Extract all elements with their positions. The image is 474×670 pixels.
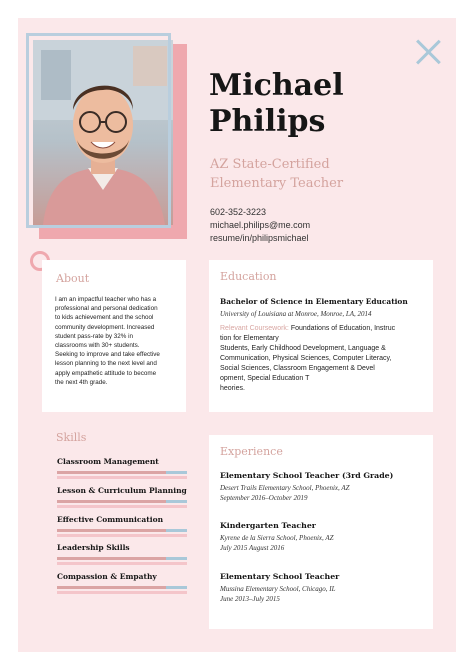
education-school: University of Louisiana at Monroe, Monroe, LA, 2014 [220, 310, 372, 318]
job-place: Kyrene de la Sierra School, Phoenix, AZ [220, 534, 334, 542]
about-heading: About [56, 272, 90, 285]
about-text [55, 295, 183, 387]
email[interactable]: michael.philips@me.com [210, 220, 311, 230]
skill-bar-underline [57, 505, 187, 508]
about-line: student pass-rate by 32% in [55, 332, 134, 340]
coursework-line: Social Sciences, Classroom Engagement & Devel [220, 365, 375, 372]
web-profile[interactable]: resume/in/philipsmichael [210, 233, 309, 243]
contact-info [210, 206, 310, 245]
about-line: to kids achievement and the school [55, 314, 154, 322]
about-line: lesson planning to the next level and [55, 360, 157, 368]
about-line: Seeking to improve and take effective [55, 351, 160, 359]
education-card [209, 260, 433, 412]
coursework-line: Communication, Physical Sciences, Computer Literacy, [220, 355, 392, 362]
about-line: community development. Increased [55, 323, 155, 331]
skill-label: Leadership Skills [57, 543, 130, 553]
skill-bar-fill [57, 471, 166, 474]
skill-bar-underline [57, 534, 187, 537]
job-dates: July 2015 August 2016 [220, 544, 285, 552]
about-line: the next 4th grade. [55, 378, 108, 386]
coursework-line: opment, Special Education T [220, 375, 310, 382]
about-line: professional and personal dedication [55, 305, 158, 313]
experience-heading: Experience [220, 445, 283, 458]
skill-bar-fill [57, 500, 166, 503]
coursework-line: tion for Elementary [220, 335, 279, 342]
candidate-title [210, 155, 410, 193]
skill-bar-fill [57, 529, 166, 532]
coursework-line: heories. [220, 385, 245, 392]
job-dates: September 2016–October 2019 [220, 494, 308, 502]
job-dates: June 2013–July 2015 [220, 595, 280, 603]
title-line-1: AZ State-Certified [210, 157, 330, 172]
skill-label: Effective Communication [57, 514, 164, 524]
education-degree: Bachelor of Science in Elementary Education [220, 297, 408, 306]
title-line-2: Elementary Teacher [210, 176, 344, 191]
experience-card [209, 435, 433, 629]
skill-bar-underline [57, 562, 187, 565]
skill-bar-underline [57, 476, 187, 479]
education-coursework [220, 324, 430, 394]
about-line: classrooms with 30+ students. [55, 342, 140, 350]
job-place: Mussina Elementary School, Chicago, IL [220, 585, 336, 593]
last-name: Philips [209, 104, 326, 139]
job-title: Elementary School Teacher (3rd Grade) [220, 471, 394, 480]
skill-label: Lesson & Curriculum Planning [57, 485, 187, 495]
job-place: Desert Trails Elementary School, Phoenix, AZ [220, 484, 350, 492]
about-line: apply empathetic attitude to become [55, 369, 157, 377]
coursework-line: Foundations of Education, Instruc [288, 325, 396, 332]
photo-frame [26, 33, 171, 228]
phone[interactable]: 602-352-3223 [210, 207, 267, 217]
job-title: Elementary School Teacher [220, 572, 340, 581]
candidate-name [209, 68, 439, 140]
job-title: Kindergarten Teacher [220, 521, 316, 530]
education-heading: Education [220, 270, 277, 283]
skills-heading: Skills [56, 431, 87, 444]
experience-item [220, 521, 334, 553]
skill-bar-fill [57, 586, 166, 589]
coursework-line: Students, Early Childhood Development, Language & [220, 345, 386, 352]
skill-bar-underline [57, 591, 187, 594]
experience-item [220, 572, 339, 604]
skill-bar-fill [57, 557, 166, 560]
coursework-label: Relevant Coursework: [220, 325, 289, 332]
about-card [42, 260, 186, 412]
close-icon[interactable] [414, 38, 442, 66]
first-name: Michael [209, 68, 344, 103]
about-line: I am an impactful teacher who has a [55, 296, 157, 303]
experience-item [220, 471, 393, 503]
skill-label: Classroom Management [57, 457, 159, 466]
skill-label: Compassion & Empathy [57, 572, 157, 582]
